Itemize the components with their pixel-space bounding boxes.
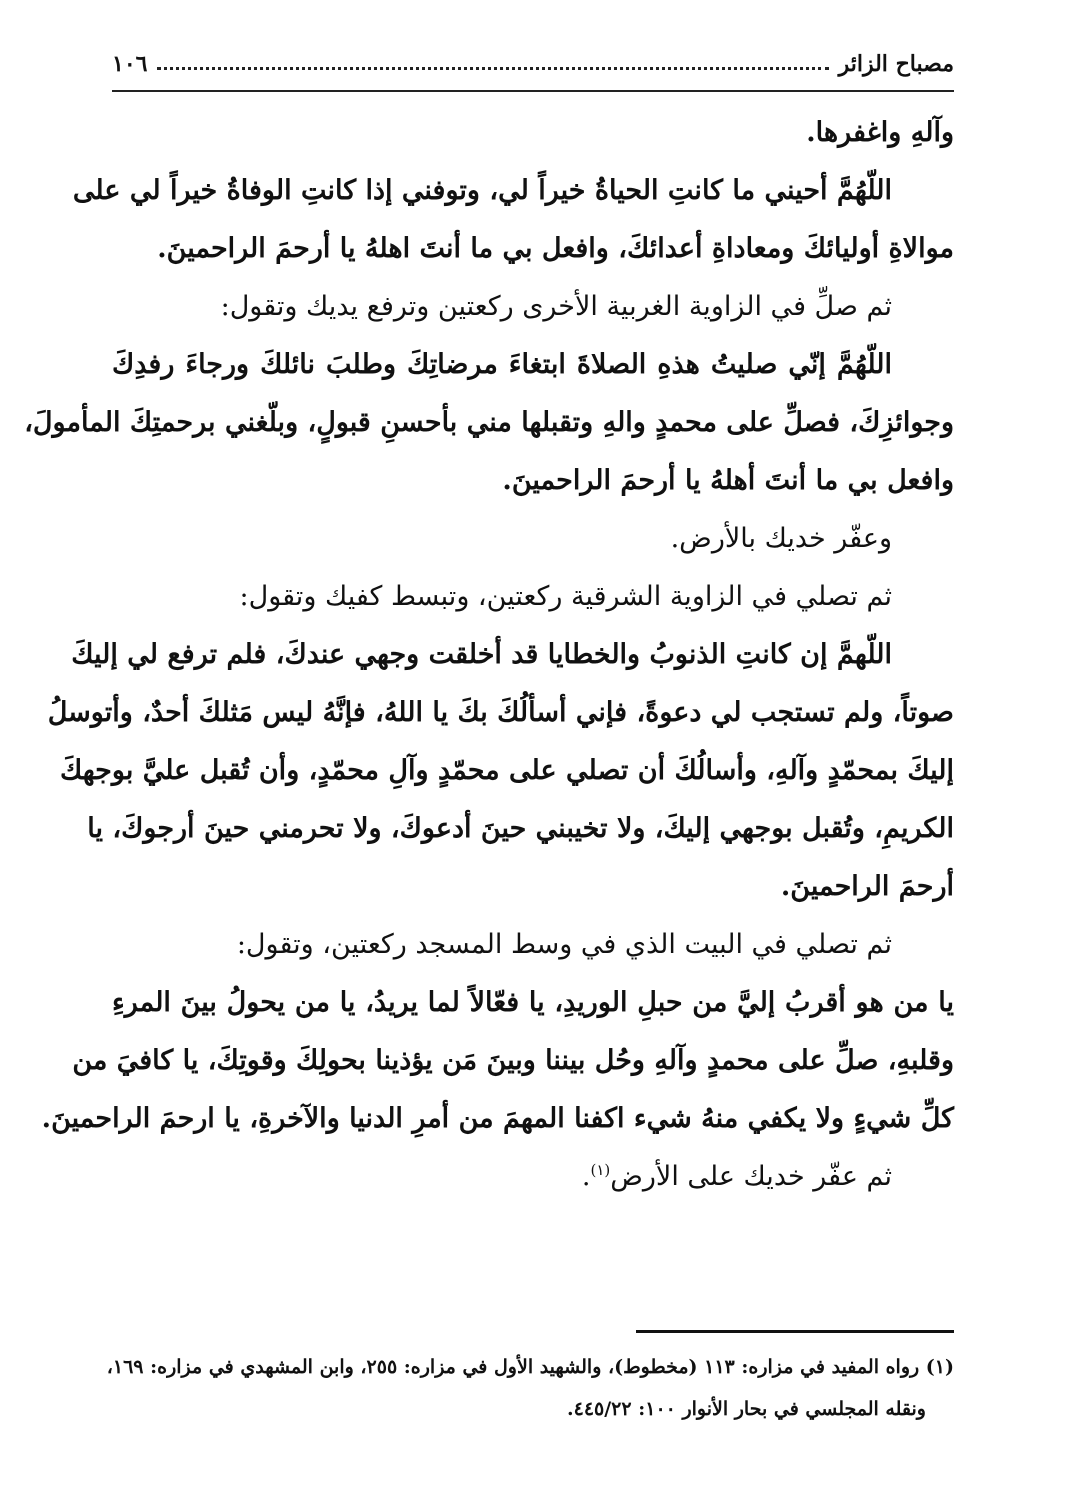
footnote-line: ونقله المجلسي في بحار الأنوار ١٠٠: ٤٤٥/٢٢.: [567, 1398, 926, 1420]
footnote: [106, 1346, 954, 1430]
footnote-line: (١) رواه المفيد في مزاره: ١١٣ (مخطوط)، والشهيد الأول في مزاره: ٢٥٥، وابن المشهدي في مزاره: ١٦٩،: [106, 1356, 954, 1378]
sentence-period: .: [581, 1161, 591, 1192]
text-line: وافعل بي ما أنتَ أهلهُ يا أرحمَ الراحمينَ.: [502, 465, 954, 496]
instruction-line: ثم تصلي في البيت الذي في وسط المسجد ركعتين، وتقول:: [236, 929, 892, 960]
instruction-line: وعفّر خديك بالأرض.: [670, 523, 892, 554]
text-line: اللّهُمَّ أحيني ما كانتِ الحياةُ خيراً لي، وتوفني إذا كانتِ الوفاةُ خيراً لي على: [72, 175, 892, 206]
running-header: [112, 42, 954, 86]
instruction-line: [112, 1148, 954, 1206]
instruction-text: ثم عفّر خديك على الأرض: [610, 1161, 892, 1192]
instruction-line: ثم تصلي في الزاوية الشرقية ركعتين، وتبسط كفيك وتقول:: [239, 581, 892, 612]
header-rule: [112, 90, 954, 92]
text-line: اللّهمَّ إن كانتِ الذنوبُ والخطايا قد أخلقت وجهي عندكَ، فلم ترفع لي إليكَ: [71, 639, 892, 670]
header-dot-leader: [157, 67, 828, 70]
text-line: كلِّ شيءٍ ولا يكفي منهُ شيء اكفنا المهمَ من أمرِ الدنيا والآخرةِ، يا ارحمَ الراحمينَ.: [41, 1103, 954, 1134]
footnote-separator: [636, 1330, 954, 1333]
text-line: أرحمَ الراحمينَ.: [780, 871, 954, 902]
text-line: اللّهُمَّ إنّي صليتُ هذهِ الصلاةَ ابتغاءَ مرضاتِكَ وطلبَ نائلكَ ورجاءَ رفدِكَ: [112, 349, 892, 380]
text-line: وجوائزِكَ، فصلِّ على محمدٍ والهِ وتقبلها مني بأحسنِ قبولٍ، وبلّغني برحمتِكَ المأمولَ،: [24, 407, 954, 438]
page-number: ١٠٦: [112, 51, 148, 77]
text-line: يا من هو أقربُ إليَّ من حبلِ الوريدِ، يا فعّالاً لما يريدُ، يا من يحولُ بينَ المرءِ: [112, 987, 954, 1018]
text-line: إليكَ بمحمّدٍ وآلهِ، وأسالُكَ أن تصلي على محمّدٍ وآلِ محمّدٍ، وأن تُقبل عليَّ بوجهكَ: [59, 755, 954, 786]
footnote-reference[interactable]: (١): [590, 1161, 611, 1179]
text-line: صوتاً، ولم تستجب لي دعوةً، فإني أسألُكَ بكَ يا اللهُ، فإنَّهُ ليس مَثلكَ أحدٌ، وأتوسلُ: [47, 697, 954, 728]
instruction-line: ثم صلِّ في الزاوية الغربية الأخرى ركعتين وترفع يديك وتقول:: [220, 291, 892, 322]
text-line: موالاةِ أوليائكَ ومعاداةِ أعدائكَ، وافعل بي ما أنتَ اهلهُ يا أرحمَ الراحمينَ.: [157, 233, 954, 264]
text-line: الكريمِ، وتُقبل بوجهي إليكَ، ولا تخيبني حينَ أدعوكَ، ولا تحرمني حينَ أرجوكَ، يا: [87, 813, 954, 844]
text-line: وآلهِ واغفرها.: [806, 117, 954, 148]
page-body: [24, 104, 954, 1206]
text-line: وقلبهِ، صلِّ على محمدٍ وآلهِ وحُل بيننا وبينَ مَن يؤذينا بحولِكَ وقوتِكَ، يا كافيَ من: [72, 1045, 954, 1076]
book-title: مصباح الزائر: [838, 51, 954, 77]
